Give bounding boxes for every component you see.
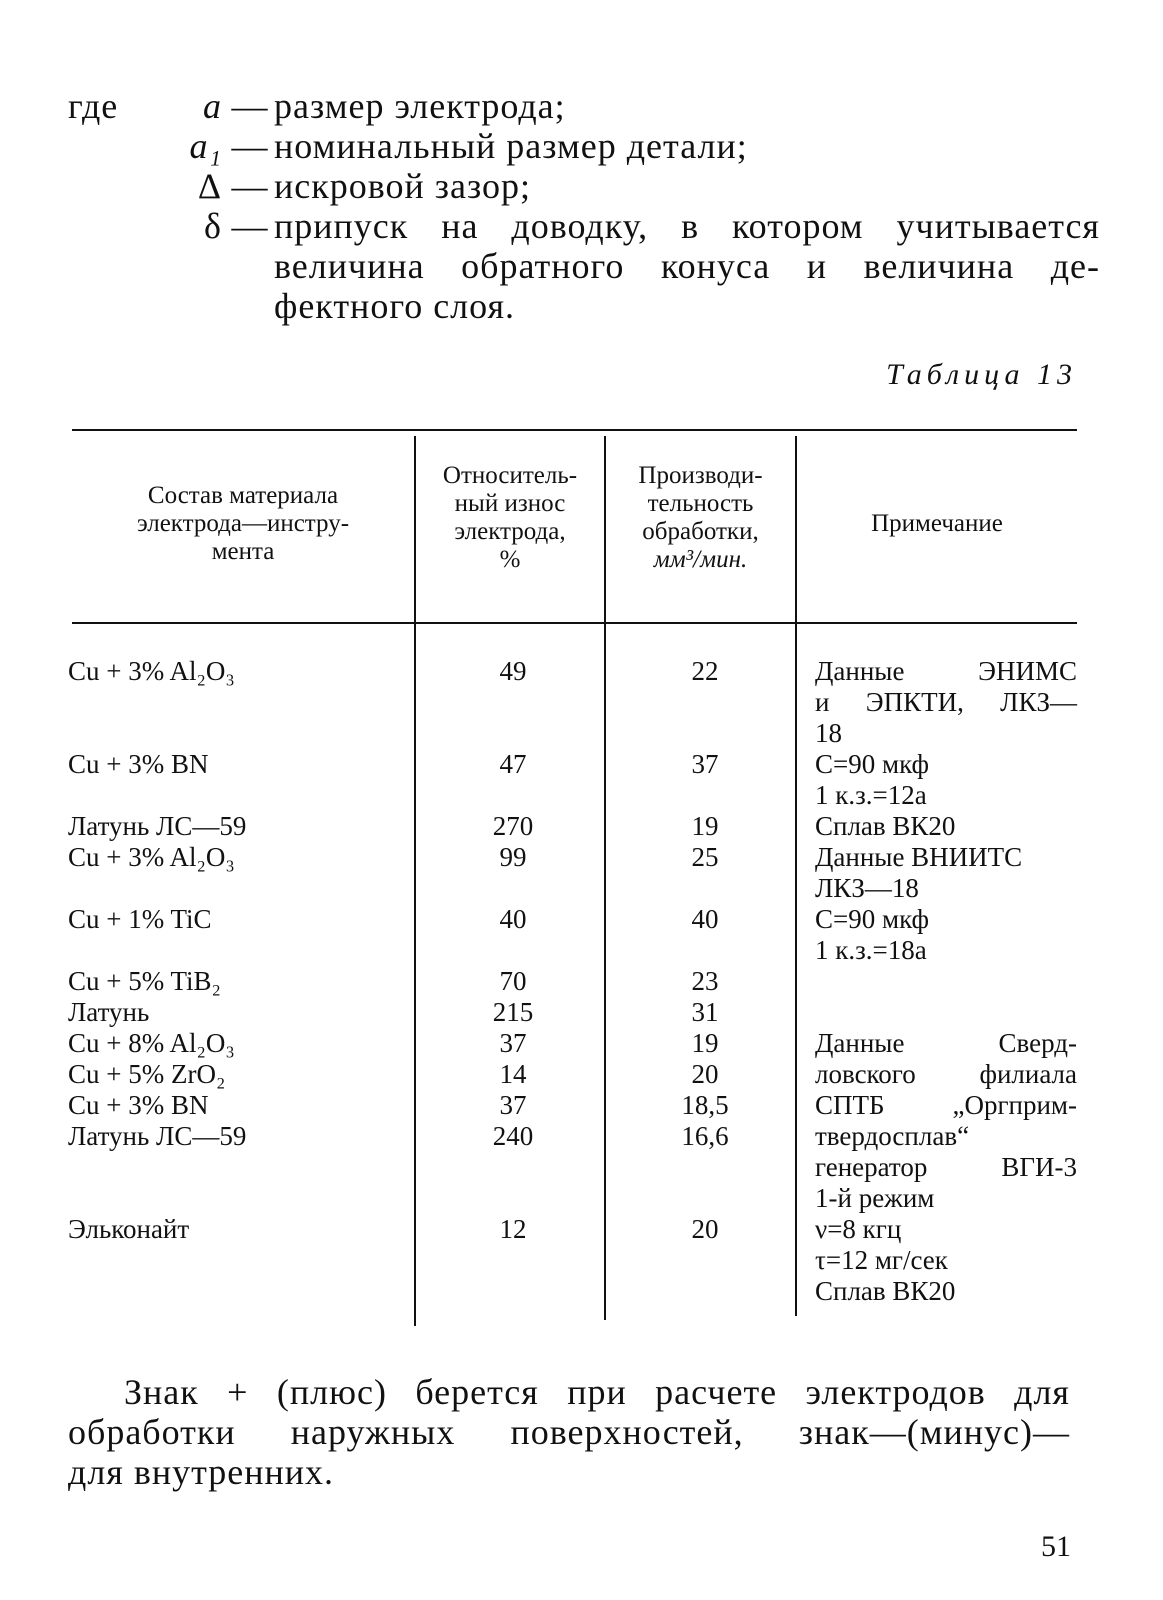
- material-cell: Латунь ЛС—59: [68, 1121, 247, 1151]
- performance-cell: 37: [691, 749, 719, 779]
- header-note: Примечание: [871, 510, 1003, 537]
- wear-cell: 49: [499, 656, 527, 686]
- footer-line-3: для внутренних.: [68, 1452, 335, 1492]
- performance-cell: 19: [691, 811, 719, 841]
- column-divider-3: [795, 436, 797, 1316]
- header-material: Состав материала электрода—инстру- мента: [136, 482, 350, 565]
- definition-small-delta: припуск на доводку, в котором учитывается: [274, 206, 1100, 246]
- wear-cell: 215: [492, 997, 534, 1027]
- symbol-a: a: [203, 86, 222, 126]
- page-number: 51: [1041, 1530, 1071, 1563]
- symbol-delta: Δ: [197, 166, 222, 206]
- performance-cell: 19: [691, 1028, 719, 1058]
- performance-cell: 20: [691, 1214, 719, 1244]
- wear-cell: 270: [492, 811, 534, 841]
- wear-cell: 40: [499, 904, 527, 934]
- performance-cell: 31: [691, 997, 719, 1027]
- table-top-rule: [72, 429, 1077, 431]
- material-cell: Cu + 3% BN: [68, 1090, 209, 1120]
- material-cell: Cu + 8% Al₂O₃: [68, 1028, 235, 1058]
- definitions: [68, 86, 1114, 326]
- material-cell: Cu + 1% TiC: [68, 904, 212, 934]
- performance-cell: 40: [691, 904, 719, 934]
- definition-continuation-1: величина обратного конуса и величина де-: [274, 246, 1100, 286]
- dash: —: [231, 166, 269, 206]
- performance-cell: 25: [691, 842, 719, 872]
- material-cell: Cu + 5% TiB₂: [68, 966, 221, 996]
- wear-cell: 37: [499, 1090, 527, 1120]
- performance-cell: 16,6: [681, 1121, 729, 1151]
- dash: —: [231, 86, 269, 126]
- symbol-a1: a₁: [189, 126, 222, 166]
- symbol-small-delta: δ: [204, 206, 222, 246]
- note-cell: С=90 мкф 1 к.з.=18а: [815, 904, 930, 965]
- note-cell: Сплав ВК20: [815, 811, 956, 841]
- performance-cell: 18,5: [681, 1090, 729, 1120]
- dash: —: [231, 126, 269, 166]
- footer-line-2: обработки наружных поверхностей, знак—(минус)—: [68, 1412, 1070, 1452]
- material-cell: Латунь: [68, 997, 150, 1027]
- table-header-rule: [72, 622, 1077, 624]
- performance-cell: 23: [691, 966, 719, 996]
- note-cell: Данные ВНИИТС ЛКЗ—18: [815, 842, 1023, 903]
- header-wear: Относитель- ный износ электрода, %: [442, 462, 578, 573]
- dash: —: [231, 206, 269, 246]
- wear-cell: 47: [499, 749, 527, 779]
- material-cell: Cu + 5% ZrO₂: [68, 1059, 226, 1089]
- wear-cell: 12: [499, 1214, 527, 1244]
- wear-cell: 99: [499, 842, 527, 872]
- definition-a: размер электрода;: [274, 86, 566, 126]
- wear-cell: 37: [499, 1028, 527, 1058]
- definition-continuation-2: фектного слоя.: [274, 286, 516, 326]
- footer-paragraph: [68, 1372, 1070, 1492]
- note-cell: Данные ЭНИМС и ЭПКТИ, ЛКЗ— 18: [815, 656, 1077, 748]
- table-caption: Таблица 13: [886, 358, 1077, 391]
- definitions-lead: где: [68, 86, 119, 126]
- material-cell: Cu + 3% Al₂O₃: [68, 842, 235, 872]
- performance-cell: 20: [691, 1059, 719, 1089]
- material-cell: Латунь ЛС—59: [68, 811, 247, 841]
- performance-cell: 22: [691, 656, 719, 686]
- material-cell: Cu + 3% BN: [68, 749, 209, 779]
- header-performance: Производи- тельность обработки, мм³/мин.: [638, 462, 763, 573]
- definition-a1: номинальный размер детали;: [274, 126, 748, 166]
- wear-cell: 70: [499, 966, 527, 996]
- wear-cell: 240: [492, 1121, 534, 1151]
- note-cell: С=90 мкф 1 к.з.=12а: [815, 749, 930, 810]
- material-cell: Эльконайт: [68, 1214, 190, 1244]
- note-cell: Данные Сверд- ловского филиала СПТБ „Оргприм- твердосплав“ генератор ВГИ-3 1-й режим ν=8 кгц τ=12 мг/сек Сплав ВК20: [815, 1028, 1077, 1306]
- wear-cell: 14: [499, 1059, 527, 1089]
- footer-line-1: Знак + (плюс) берется при расчете электродов для: [124, 1372, 1070, 1412]
- material-cell: Cu + 3% Al₂O₃: [68, 656, 235, 686]
- definition-delta: искровой зазор;: [274, 166, 531, 206]
